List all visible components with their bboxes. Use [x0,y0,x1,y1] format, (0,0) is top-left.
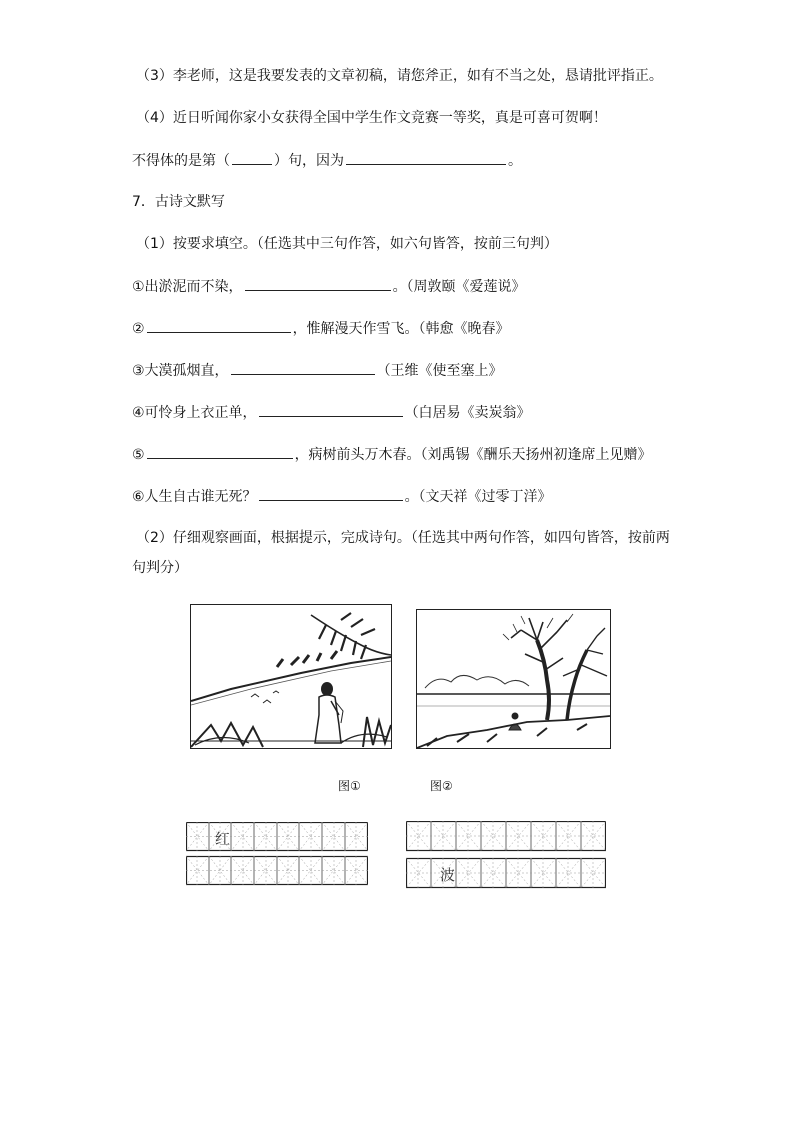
poem-line-3 [132,360,503,381]
poem-line-1-pre: ①出淤泥而不染， [132,279,243,295]
poem-line-4 [132,402,531,423]
answer-mid: ）句，因为 [274,153,344,169]
caption-figure-2: 图② [430,779,453,793]
poem-line-2 [132,318,510,339]
poem-line-6-post: 。（文天祥《过零丁洋》 [404,489,552,505]
item-3-text: （3）李老师，这是我要发表的文章初稿，请您斧正，如有不当之处，恳请批评指正。 [136,68,663,84]
section-7-title: 7．古诗文默写 [132,194,225,210]
part-2-instruction-line-2: 句判分） [132,560,188,576]
part-1-instruction: （1）按要求填空。（任选其中三句作答，如六句皆答，按前三句判） [136,236,558,252]
poem-line-6-pre: ⑥人生自古谁无死？ [132,489,257,505]
poem-blank-2[interactable] [147,318,291,333]
poem-blank-6[interactable] [259,486,403,501]
poem-line-4-pre: ④可怜身上衣正单， [132,405,257,421]
poem-blank-3[interactable] [231,360,375,375]
answer-line [132,150,522,171]
poem-blank-4[interactable] [259,402,403,417]
part-2-instruction-line-1: （2）仔细观察画面，根据提示，完成诗句。（任选其中两句作答，如四句皆答，按前两 [136,530,670,546]
poem-line-4-post: （白居易《卖炭翁》 [404,405,531,421]
answer-blank-number[interactable] [232,150,272,165]
answer-prefix: 不得体的是第（ [132,153,230,169]
poem-line-2-post: ，惟解漫天作雪飞。（韩愈《晚春》 [292,321,510,337]
illustration-2 [416,609,611,749]
poem-line-6 [132,486,552,507]
poem-line-2-pre: ② [132,321,145,337]
poem-line-1-post: 。（周敦颐《爱莲说》 [392,279,526,295]
poem-line-1 [132,276,526,297]
item-4-text: （4）近日听闻你家小女获得全国中学生作文竞赛一等奖，真是可喜可贺啊！ [136,110,607,126]
writing-grid-2[interactable] [406,821,606,889]
caption-figure-1: 图① [338,779,361,793]
illustration-1 [190,604,392,749]
grid-2-given-char: 波 [440,866,456,884]
grid-1-given-char: 红 [215,830,231,848]
answer-blank-reason[interactable] [346,150,506,165]
answer-suffix: 。 [508,153,522,169]
poem-blank-1[interactable] [245,276,391,291]
poem-line-3-post: （王维《使至塞上》 [376,363,503,379]
writing-grid-1[interactable] [186,822,368,886]
poem-line-3-pre: ③大漠孤烟直， [132,363,229,379]
poem-line-5-post: ，病树前头万木春。（刘禹锡《酬乐天扬州初逢席上见赠》 [294,447,652,463]
poem-line-5-pre: ⑤ [132,447,145,463]
poem-blank-5[interactable] [147,444,293,459]
poem-line-5 [132,444,652,465]
